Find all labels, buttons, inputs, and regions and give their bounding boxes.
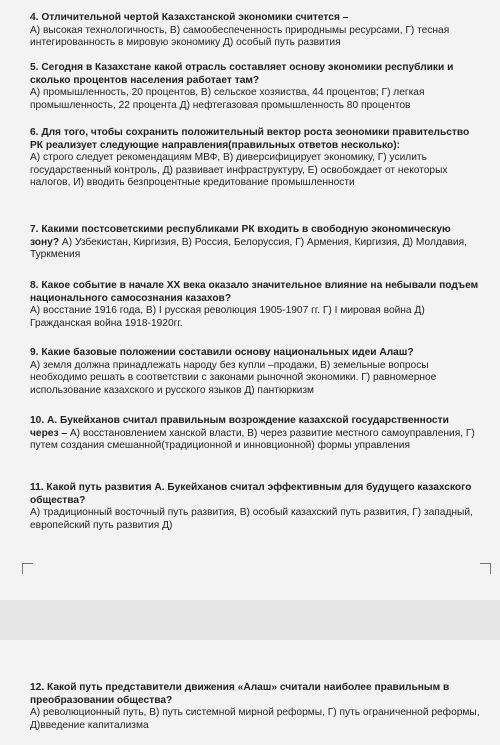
question-5 [30, 62, 480, 112]
question-10 [30, 415, 480, 453]
question-4 [30, 12, 480, 50]
question-title: 8. Какое событие в начале ХХ века оказало значительное влияние на небывали подъем национального самосознания казахов? [30, 280, 479, 304]
question-answers: А) Узбекистан, Киргизия, В) Россия, Белоруссия, Г) Армения, Киргизия, Д) Молдавия, Туркмения [30, 236, 467, 261]
question-title: 4. Отличительной чертой Казахстанской экономики считется – [30, 12, 349, 23]
question-7 [30, 224, 480, 262]
question-11 [30, 482, 480, 532]
page-gap [0, 600, 500, 640]
question-title: 7. Какими постсоветскими республиками РК входить в свободную экономическую зону? [30, 224, 451, 248]
question-12 [30, 682, 480, 732]
question-answers: А) промышленность, 20 процентов, В) сельское хозяиства, 44 процентов; Г) легкая промышленность, 22 процента Д) нефтегазовая промышленность 80 процентов [30, 87, 425, 111]
question-answers: А) восстановлением ханской власти, В) через развитие местного самоуправления, Г) путем создания смешанной(традиционной и инновционной) формы управления [30, 427, 475, 452]
question-8 [30, 280, 480, 330]
question-6 [30, 127, 480, 190]
question-answers: А) строго следует рекомендациям МВФ, В) диверсифицирует экономику, Г) усилить государственный контроль, Д) развивает инфраструктуру, Е) освобождает от некоторых налогов, И) вводить безпроцентные кредитование промышленности [30, 152, 448, 189]
question-answers: А) земля должна принадлежать народу без купли –продажи, В) земельные вопросы необходимо решать в соответствии с законами рыночной экономики. Г) равномерное использование казахского и русского языков Д) пантюркизм [30, 359, 437, 396]
question-title: 12. Какой путь представители движения «Алаш» считали наиболее правильным в преобразовании общества? [30, 682, 450, 706]
question-answers: А) традиционный восточный путь развития, В) особый казахский путь развития, Г) западный, европейский путь развития Д) [30, 507, 473, 531]
page-corner-mark-right [480, 563, 491, 574]
question-answers: А) революционный путь, В) путь системной мирной реформы, Г) путь ограниченной реформы, Д)введение капитализма [30, 707, 480, 731]
question-title: 9. Какие базовые положении составили основу национальных идеи Алаш? [30, 347, 414, 358]
question-title: 6. Для того, чтобы сохранить положительный вектор роста зеономики правительство РК реализует следующие направления(правильных ответов несколько): [30, 127, 470, 151]
question-title: 11. Какой путь развития А. Букейханов считал эффективным для будущего казахского общества? [30, 482, 472, 506]
question-title: 10. А. Букейханов считал правильным возрождение казахской государственности через – [30, 415, 449, 439]
page-corner-mark-left [22, 563, 33, 574]
question-title: 5. Сегодня в Казахстане какой отрасль составляет основу экономики республики и сколько процентов населения работает там? [30, 62, 454, 86]
question-answers: А) высокая технологичность, В) самообеспеченность природнымы ресурсами, Г) тесная интегированность в мировую экономику Д) особый путь развития [30, 24, 450, 49]
question-answers: А) восстание 1916 года, В) I русская революция 1905-1907 гг. Г) I мировая война Д) Гражданская война 1918-1920гг. [30, 305, 425, 329]
question-9 [30, 347, 480, 397]
